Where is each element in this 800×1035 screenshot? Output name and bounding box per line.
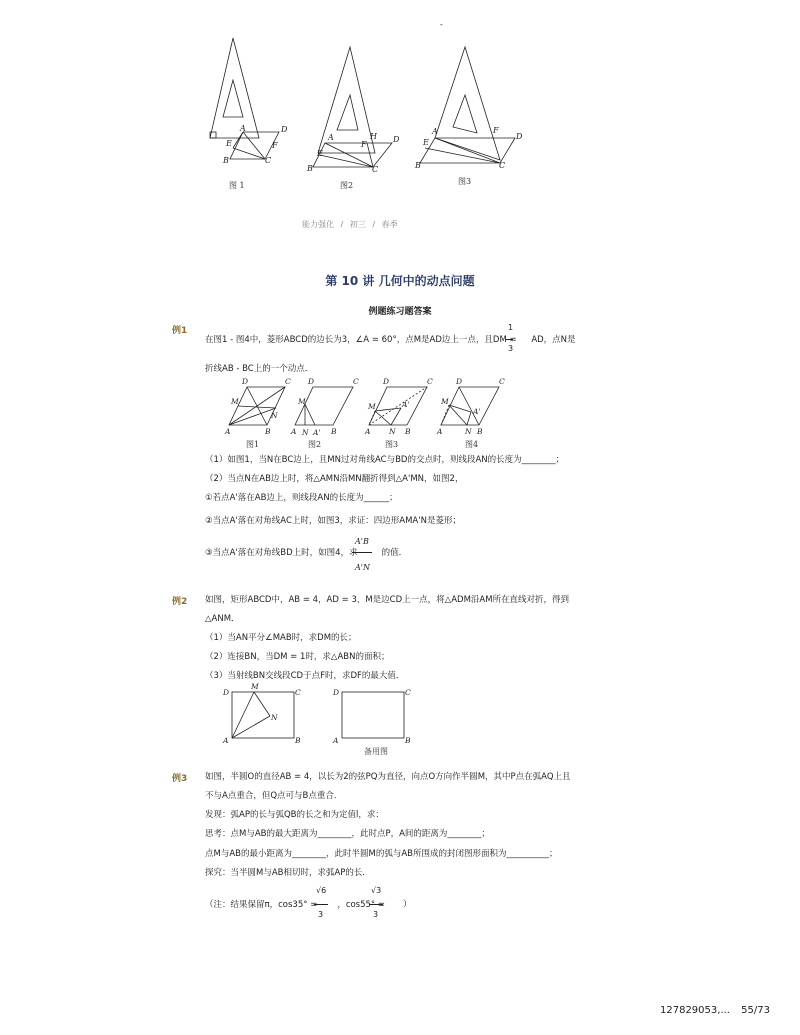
svg-text:D: D [516, 132, 523, 141]
ex1-q2c-frac-den: A'N [355, 563, 370, 572]
breadcrumb-sep: / [372, 220, 376, 229]
top-mark: - [440, 20, 443, 29]
svg-text:A': A' [473, 407, 481, 416]
ex1-frac-den: 3 [508, 344, 514, 353]
ex1-fig1-caption: 图1 [246, 440, 260, 449]
svg-text:F: F [493, 126, 499, 135]
ex2-q3: （3）当射线BN交线段CD于点F时，求DF的最大值． [205, 671, 405, 681]
ex3-note-mid: ，cos55° = [337, 900, 386, 910]
svg-text:A: A [240, 124, 246, 133]
svg-text:B: B [405, 427, 411, 436]
svg-text:D: D [383, 377, 390, 386]
svg-text:E: E [226, 139, 232, 148]
breadcrumb [302, 219, 398, 230]
svg-text:M: M [441, 397, 449, 406]
ex2-figures [222, 683, 422, 745]
ex1-q2: （2）当点N在AB边上时，将△AMN沿MN翻折得到△A'MN，如图2， [205, 474, 464, 484]
breadcrumb-item: 春季 [381, 220, 398, 229]
ex1-label: 例1 [172, 326, 188, 336]
svg-text:B: B [307, 164, 313, 173]
breadcrumb-item: 能力强化 [302, 220, 334, 229]
ex1-q2c [205, 548, 407, 559]
svg-text:A: A [437, 427, 443, 436]
svg-text:A: A [333, 736, 339, 745]
ex3-line4: 思考：点M与AB的最大距离为________，此时点P，A间的距离为________； [205, 829, 490, 839]
svg-text:C: C [405, 688, 411, 697]
svg-text:E: E [423, 138, 429, 147]
svg-text:A': A' [313, 428, 321, 437]
svg-text:H: H [370, 132, 377, 141]
svg-text:D: D [393, 135, 400, 144]
svg-text:M: M [368, 402, 376, 411]
ex2-backup-caption: 备用图 [364, 747, 388, 756]
ex3-frac2-num: √3 [371, 886, 382, 895]
svg-text:D: D [308, 377, 315, 386]
svg-text:B: B [331, 427, 337, 436]
top-figures [195, 35, 535, 195]
svg-text:M: M [298, 397, 306, 406]
ex3-note-post: ） [403, 900, 412, 910]
fig2-triangle-hole [337, 95, 358, 130]
svg-text:B: B [223, 156, 229, 165]
svg-text:B: B [415, 161, 421, 170]
svg-text:F: F [361, 140, 367, 149]
ex1-figures [225, 378, 515, 440]
ex1-q1: （1）如图1，当N在BC边上，且MN过对角线AC与BD的交点时，则线段AN的长度为________； [205, 455, 565, 465]
svg-text:D: D [281, 125, 288, 134]
svg-text:N: N [271, 411, 278, 420]
doc-id: 127829053,... [660, 1005, 730, 1016]
svg-text:B: B [477, 427, 483, 436]
svg-text:D: D [333, 688, 340, 697]
ex3-line1: 如图，半圆O的直径AB = 4，以长为2的弦PQ为直径，向点O方向作半圆M，其中P点在弧AQ上且 [205, 772, 571, 782]
ex2-backup-rectangle [342, 692, 404, 738]
svg-text:F: F [272, 141, 278, 150]
ex3-line5: 点M与AB的最小距离为________，此时半圆M的弧与AB所围成的封闭图形面积为__________； [205, 849, 558, 859]
svg-text:B: B [405, 736, 411, 745]
fig3-triangle-hole [453, 95, 477, 133]
breadcrumb-item: 初三 [349, 220, 366, 229]
svg-text:A: A [432, 127, 438, 136]
svg-text:A: A [225, 427, 231, 436]
svg-text:A: A [223, 736, 229, 745]
svg-text:A: A [365, 427, 371, 436]
lecture-title: 第 10 讲 几何中的动点问题 [325, 274, 475, 288]
svg-text:B: B [295, 736, 301, 745]
svg-text:C: C [265, 156, 272, 165]
svg-text:C: C [372, 165, 379, 174]
ex3-frac1-den: 3 [318, 910, 324, 919]
ex2-rectangle [232, 692, 294, 738]
svg-text:C: C [499, 161, 506, 170]
ex3-label: 例3 [172, 774, 188, 784]
breadcrumb-sep: / [340, 220, 344, 229]
svg-text:A: A [291, 427, 297, 436]
ex2-line1: 如图，矩形ABCD中，AB = 4，AD = 3，M是边CD上一点，将△ADM沿AM所在直线对折，得到 [205, 595, 570, 605]
fig1-triangle [210, 38, 259, 138]
ex1-line2: 折线AB - BC上的一个动点． [205, 364, 314, 374]
ex1-fig3-rhombus [369, 387, 427, 425]
svg-text:A': A' [402, 400, 410, 409]
fig1-caption: 图 1 [229, 181, 245, 190]
ex1-q2b: ②当点A'落在对角线AC上时，如图3，求证：四边形AMA'N是菱形； [205, 516, 461, 526]
ex1-q2c-frac-num: A'B [355, 537, 369, 546]
svg-text:A: A [328, 133, 334, 142]
svg-text:C: C [499, 377, 505, 386]
fig2-caption: 图2 [340, 181, 354, 190]
ex2-line2: △ANM． [205, 614, 240, 624]
fig3-caption: 图3 [458, 177, 472, 186]
svg-text:N: N [271, 713, 278, 722]
page-footer [660, 1005, 770, 1016]
svg-text:N: N [302, 428, 309, 437]
svg-text:D: D [456, 377, 463, 386]
fig2-triangle [318, 47, 375, 153]
fig1-triangle-hole [223, 80, 243, 117]
ex2-q2: （2）连接BN，当DM = 1时，求△ABN的面积； [205, 652, 390, 662]
ex3-note-pre: （注：结果保留π，cos35° = [205, 900, 318, 910]
section-title: 例题练习题答案 [368, 307, 432, 317]
ex3-frac1-num: √6 [316, 886, 327, 895]
ex1-fig2-caption: 图2 [308, 440, 322, 449]
ex1-line1-text: 在图1 - 图4中，菱形ABCD的边长为3，∠A = 60°，点M是AD边上一点，且DM = [205, 335, 520, 345]
ex1-q2a: ①若点A'落在AB边上，则线段AN的长度为______； [205, 493, 398, 503]
svg-text:C: C [285, 377, 291, 386]
ex1-frac-num: 1 [508, 323, 514, 332]
svg-text:N: N [465, 427, 472, 436]
svg-text:M: M [231, 397, 239, 406]
svg-text:B: B [265, 427, 271, 436]
page-number: 55/73 [741, 1005, 770, 1016]
ex3-line6: 探究：当半圆M与AB相切时，求弧AP的长． [205, 868, 371, 878]
ex1-fig3-caption: 图3 [385, 440, 399, 449]
ex1-line1-tail: AD，点N是 [531, 335, 576, 345]
ex3-note [205, 900, 412, 911]
svg-text:M: M [251, 682, 259, 691]
svg-text:N: N [389, 427, 396, 436]
svg-text:E: E [317, 149, 323, 158]
svg-text:C: C [427, 377, 433, 386]
svg-text:C: C [295, 688, 301, 697]
ex2-label: 例2 [172, 597, 188, 607]
svg-text:D: D [242, 377, 249, 386]
ex2-q1: （1）当AN平分∠MAB时，求DM的长； [205, 633, 357, 643]
ex3-line3: 发现：弧AP的长与弧QB的长之和为定值l，求： [205, 810, 384, 820]
fig2-rhombus [313, 143, 392, 167]
ex1-fig4-caption: 图4 [465, 440, 479, 449]
ex3-line2: 不与A点重合，但Q点可与B点重合． [205, 791, 343, 801]
ex1-q2c-tail: 的值． [381, 548, 408, 558]
ex1-q2c-text: ③当点A'落在对角线BD上时，如图4，求 [205, 548, 358, 558]
ex1-fig2-rhombus [295, 387, 353, 425]
svg-text:D: D [223, 688, 230, 697]
svg-text:C: C [353, 377, 359, 386]
ex3-frac2-den: 3 [373, 910, 379, 919]
ex1-line1 [205, 335, 576, 346]
